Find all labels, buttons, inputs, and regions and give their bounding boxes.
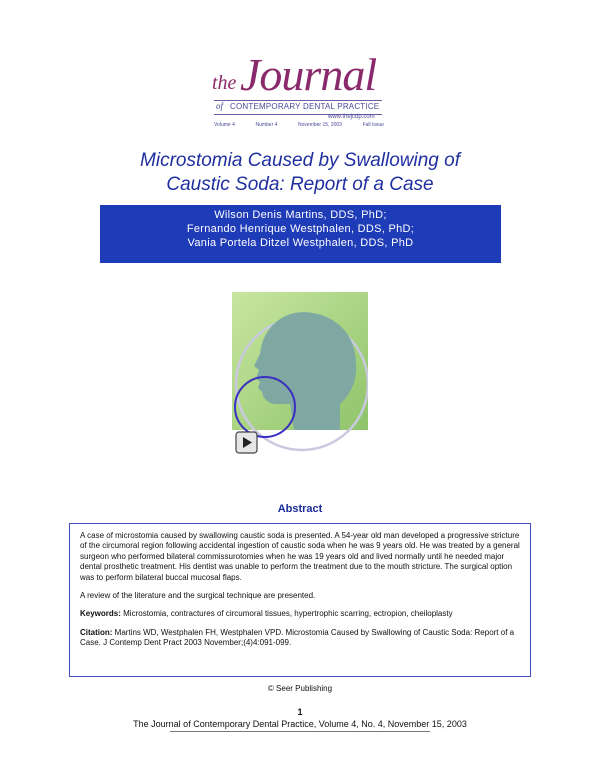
abstract-review: A review of the literature and the surgical technique are presented. [80,591,316,601]
abstract-heading: Abstract [277,503,323,515]
logo-volume: Volume 4 [214,122,235,128]
logo-the: the [212,72,237,94]
head-profile-figure [232,292,368,460]
authors-band [100,205,501,263]
copyright: © Seer Publishing [267,684,333,693]
logo-meta [214,122,384,128]
logo-website: www.thejcdp.com [328,114,375,120]
citation-paragraph [80,628,520,649]
keywords-paragraph [80,609,520,619]
citation-text: Martins WD, Westphalen FH, Westphalen VPD. Microstomia Caused by Swallowing of Caustic Soda: Report of a Case. J Contemp Dent Pract 2003 November;(4)4:091-099. [80,627,515,648]
logo-of: of [216,101,224,111]
article-title-line-2: Caustic Soda: Report of a Case [166,174,434,195]
abstract-body: A case of microstomia caused by swallowing caustic soda is presented. A 54-year old man developed a progressive stricture of the circumoral region following accidental ingestion of caustic soda when he was 9 years old. He was treated by a general surgeon who performed bilateral commissurotomies when he was 19 years old and lived normally until he needed major dental prosthetic treatment. His dentist was unable to perform the treatment due to the mouth stricture. The surgical option was to perform bilateral buccal mucosal flaps. [80,531,520,582]
author-1: Wilson Denis Martins, DDS, PhD; [214,209,387,221]
page-number: 1 [297,707,303,717]
play-button[interactable] [236,432,257,453]
footer-rule [170,731,430,732]
abstract-box [69,523,531,677]
citation-label: Citation: [80,627,113,637]
author-2: Fernando Henrique Westphalen, DDS, PhD; [186,223,415,235]
author-3: Vania Portela Ditzel Westphalen, DDS, PhD [187,237,414,249]
logo-number: Number 4 [255,122,278,128]
journal-logo [210,49,400,132]
page-footer: The Journal of Contemporary Dental Practice, Volume 4, No. 4, November 15, 2003 [133,719,467,729]
logo-subtitle: CONTEMPORARY DENTAL PRACTICE [230,102,380,111]
logo-issue: Fall Issue [362,122,384,128]
logo-date: November 15, 2003 [298,122,342,128]
keywords-label: Keywords: [80,609,121,619]
article-title-line-1: Microstomia Caused by Swallowing of [140,150,460,171]
logo-journal: Journal [240,49,377,100]
keywords-text: Microstomia, contractures of circumoral tissues, hypertrophic scarring, ectropion, cheiloplasty [123,609,453,619]
